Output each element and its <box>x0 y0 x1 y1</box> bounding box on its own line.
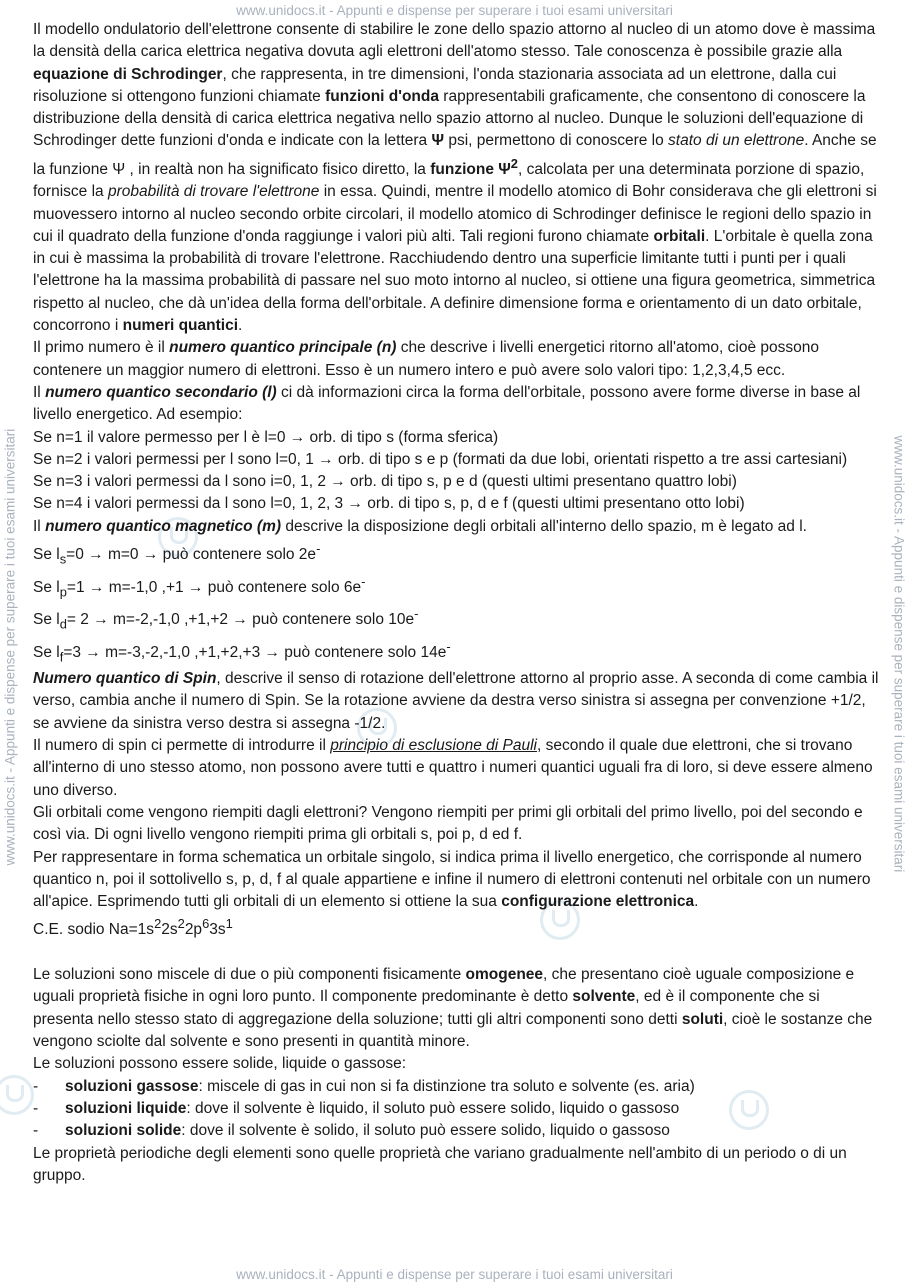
paragraph-spin: Numero quantico di Spin, descrive il senso di rotazione dell'elettrone attorno al proprio asse. A seconda di come cambia il verso, cambia anche il numero di Spin. Se la rotazione avviene da destra verso sinistra si assegna per convenzione +1/2, se avviene da sinistra verso destra si assegna -1/2. <box>33 670 879 732</box>
paragraph-numero-magnetico: Il numero quantico magnetico (m) descrive la disposizione degli orbitali all'interno dello spazio, m è legato ad l. <box>33 517 807 535</box>
list-item: Se n=2 i valori permessi per l sono l=0, 1 → orb. di tipo s e p (formati da due lobi, orientati rispetto a tre assi cartesiani) <box>33 450 848 468</box>
list-item: Se n=4 i valori permessi da l sono l=0, 1, 2, 3 → orb. di tipo s, p, d e f (questi ultimi presentano otto lobi) <box>33 495 745 513</box>
paragraph-configurazione: Per rappresentare in forma schematica un orbitale singolo, si indica prima il livello energetico, che corrisponde al numero quantico n, poi il sottolivello s, p, d, f al quale appartiene e infine il numero di elettroni contenuti nel orbitale con un numero all'apice. Esprimendo tutti gli orbitali di un elemento si ottiene la sua configurazione elettronica. <box>33 848 871 911</box>
list-item: Se $l_d= 2 \to m=-2,-1,0$ ,+1,+2 → può contenere solo 10e- <box>33 606 419 632</box>
paragraph-orbitali: Il modello ondulatorio dell'elettrone consente di stabilire le zone dello spazio attorno al nucleo di un atomo dove è massima la densità della carica elettrica negativa dovuta agli elettroni dell'atomo stesso. Tale conoscenza è possibile grazie alla equazione di Schrodinger, che rappresenta, in tre dimensioni, l'onda stazionaria associata ad un elettrone, dalla cui risoluzione si ottengono funzioni chiamate funzioni d'onda rappresentabili graficamente, che consentono di conoscere la distribuzione della densità di carica elettrica negativa nello spazio attorno al nucleo. Dunque le soluzioni dell'equazione di Schrodinger dette funzioni d'onda e indicate con la lettera Ψ psi, permettono di conoscere lo stato di un elettrone. Anche se la funzione Ψ , in realtà non ha significato fisico diretto, la funzione $\Psi^2$, calcolata per una determinata porzione di spazio, fornisce la probabilità di trovare l'elettrone in essa. Quindi, mentre il modello atomico di Bohr considerava che gli elettroni si muovessero intorno al nucleo secondo orbite circolari, il modello atomico di Schrodinger definisce le regioni dello spazio in cui il quadrato della funzione d'onda raggiunge i valori più alti. Tali regioni furono chiamate orbitali. L'orbitale è quella zona in cui è massima la probabilità di trovare l'elettrone. Racchiudendo dentro una superficie limitante tutti i punti per i quali l'elettrone ha la massima probabilità di passare nel suo moto intorno al nucleo, si ottiene una figura geometrica, simmetrica rispetto al nucleo, che dà un'idea della forma dell'orbitale. A definire dimensione forma e orientamento di un dato orbitale, concorrono i numeri quantici. <box>33 21 877 335</box>
list-item: Se n=3 i valori permessi da l sono i=0, 1, 2 → orb. di tipo s, p e d (questi ultimi presentano quattro lobi) <box>33 473 737 491</box>
list-item: - soluzioni gassose: miscele di gas in cui non si fa distinzione tra soluto e solvente (es. aria) <box>33 1077 695 1095</box>
paragraph-numero-principale: Il primo numero è il numero quantico principale (n) che descrive i livelli energetici ritorno all'atomo, cioè possono contenere un maggior numero di elettroni. Esso è un numero intero e può avere solo valori tipo: 1,2,3,4,5 ecc. <box>33 339 819 379</box>
watermark-bottom: www.unidocs.it - Appunti e dispense per superare i tuoi esami universitari <box>236 1267 673 1282</box>
paragraph-proprieta-periodiche: Le proprietà periodiche degli elementi sono quelle proprietà che variano gradualmente nell'ambito di un periodo o di un gruppo. <box>33 1144 847 1184</box>
list-item: - soluzioni solide: dove il solvente è solido, il soluto può essere solido, liquido o gassoso <box>33 1122 670 1140</box>
watermark-logo-icon <box>0 1075 34 1115</box>
list-item: - soluzioni liquide: dove il solvente è liquido, il soluto può essere solido, liquido o gassoso <box>33 1099 680 1117</box>
list-item: Se n=1 il valore permesso per l è l=0 → orb. di tipo s (forma sferica) <box>33 428 499 446</box>
paragraph-tipi-soluzioni: Le soluzioni possono essere solide, liquide o gassose: <box>33 1055 407 1073</box>
list-item: Se $l_p=1 \to m=-1,0$ ,+1 → può contenere solo 6e- <box>33 573 366 599</box>
paragraph-riempimento: Gli orbitali come vengono riempiti dagli elettroni? Vengono riempiti per primi gli orbitali del primo livello, poi del secondo e così via. Di ogni livello vengono riempiti prima gli orbitali s, poi p, d ed f. <box>33 803 863 844</box>
list-item: Se $l_s=0 \to m=0$ → può contenere solo 2e- <box>33 540 321 567</box>
paragraph-numero-secondario: Il numero quantico secondario (l) ci dà informazioni circa la forma dell'orbitale, possono avere forme diverse in base al livello energetico. Ad esempio: <box>33 383 861 424</box>
spacer <box>33 942 881 964</box>
configurazione-sodio: C.E. sodio $Na=1s^22s^22p^63s^1$ <box>33 916 233 939</box>
document-body <box>33 19 881 1187</box>
watermark-left: www.unidocs.it - Appunti e dispense per superare i tuoi esami universitari <box>2 428 18 866</box>
paragraph-soluzioni: Le soluzioni sono miscele di due o più componenti fisicamente omogenee, che presentano cioè uguale composizione e uguali proprietà fisiche in ogni loro punto. Il componente predominante è detto solvente, ed è il componente che si presenta nello stesso stato di aggregazione della soluzione; tutti gli altri componenti sono detti soluti, cioè le sostanze che vengono sciolte dal solvente e sono presenti in quantità minore. <box>33 966 873 1051</box>
list-item: Se $l_f=3 \to m=-3,-2,-1,0$ ,+1,+2,+3 → può contenere solo 14e- <box>33 638 451 664</box>
watermark-top: www.unidocs.it - Appunti e dispense per superare i tuoi esami universitari <box>236 3 673 18</box>
paragraph-pauli: Il numero di spin ci permette di introdurre il principio di esclusione di Pauli, secondo il quale due elettroni, che si trovano all'interno di uno stesso atomo, non possono avere tutti e quattro i numeri quantici uguali fra di loro, si deve essere almeno uno diverso. <box>33 737 873 799</box>
watermark-right: www.unidocs.it - Appunti e dispense per superare i tuoi esami universitari <box>891 435 907 873</box>
